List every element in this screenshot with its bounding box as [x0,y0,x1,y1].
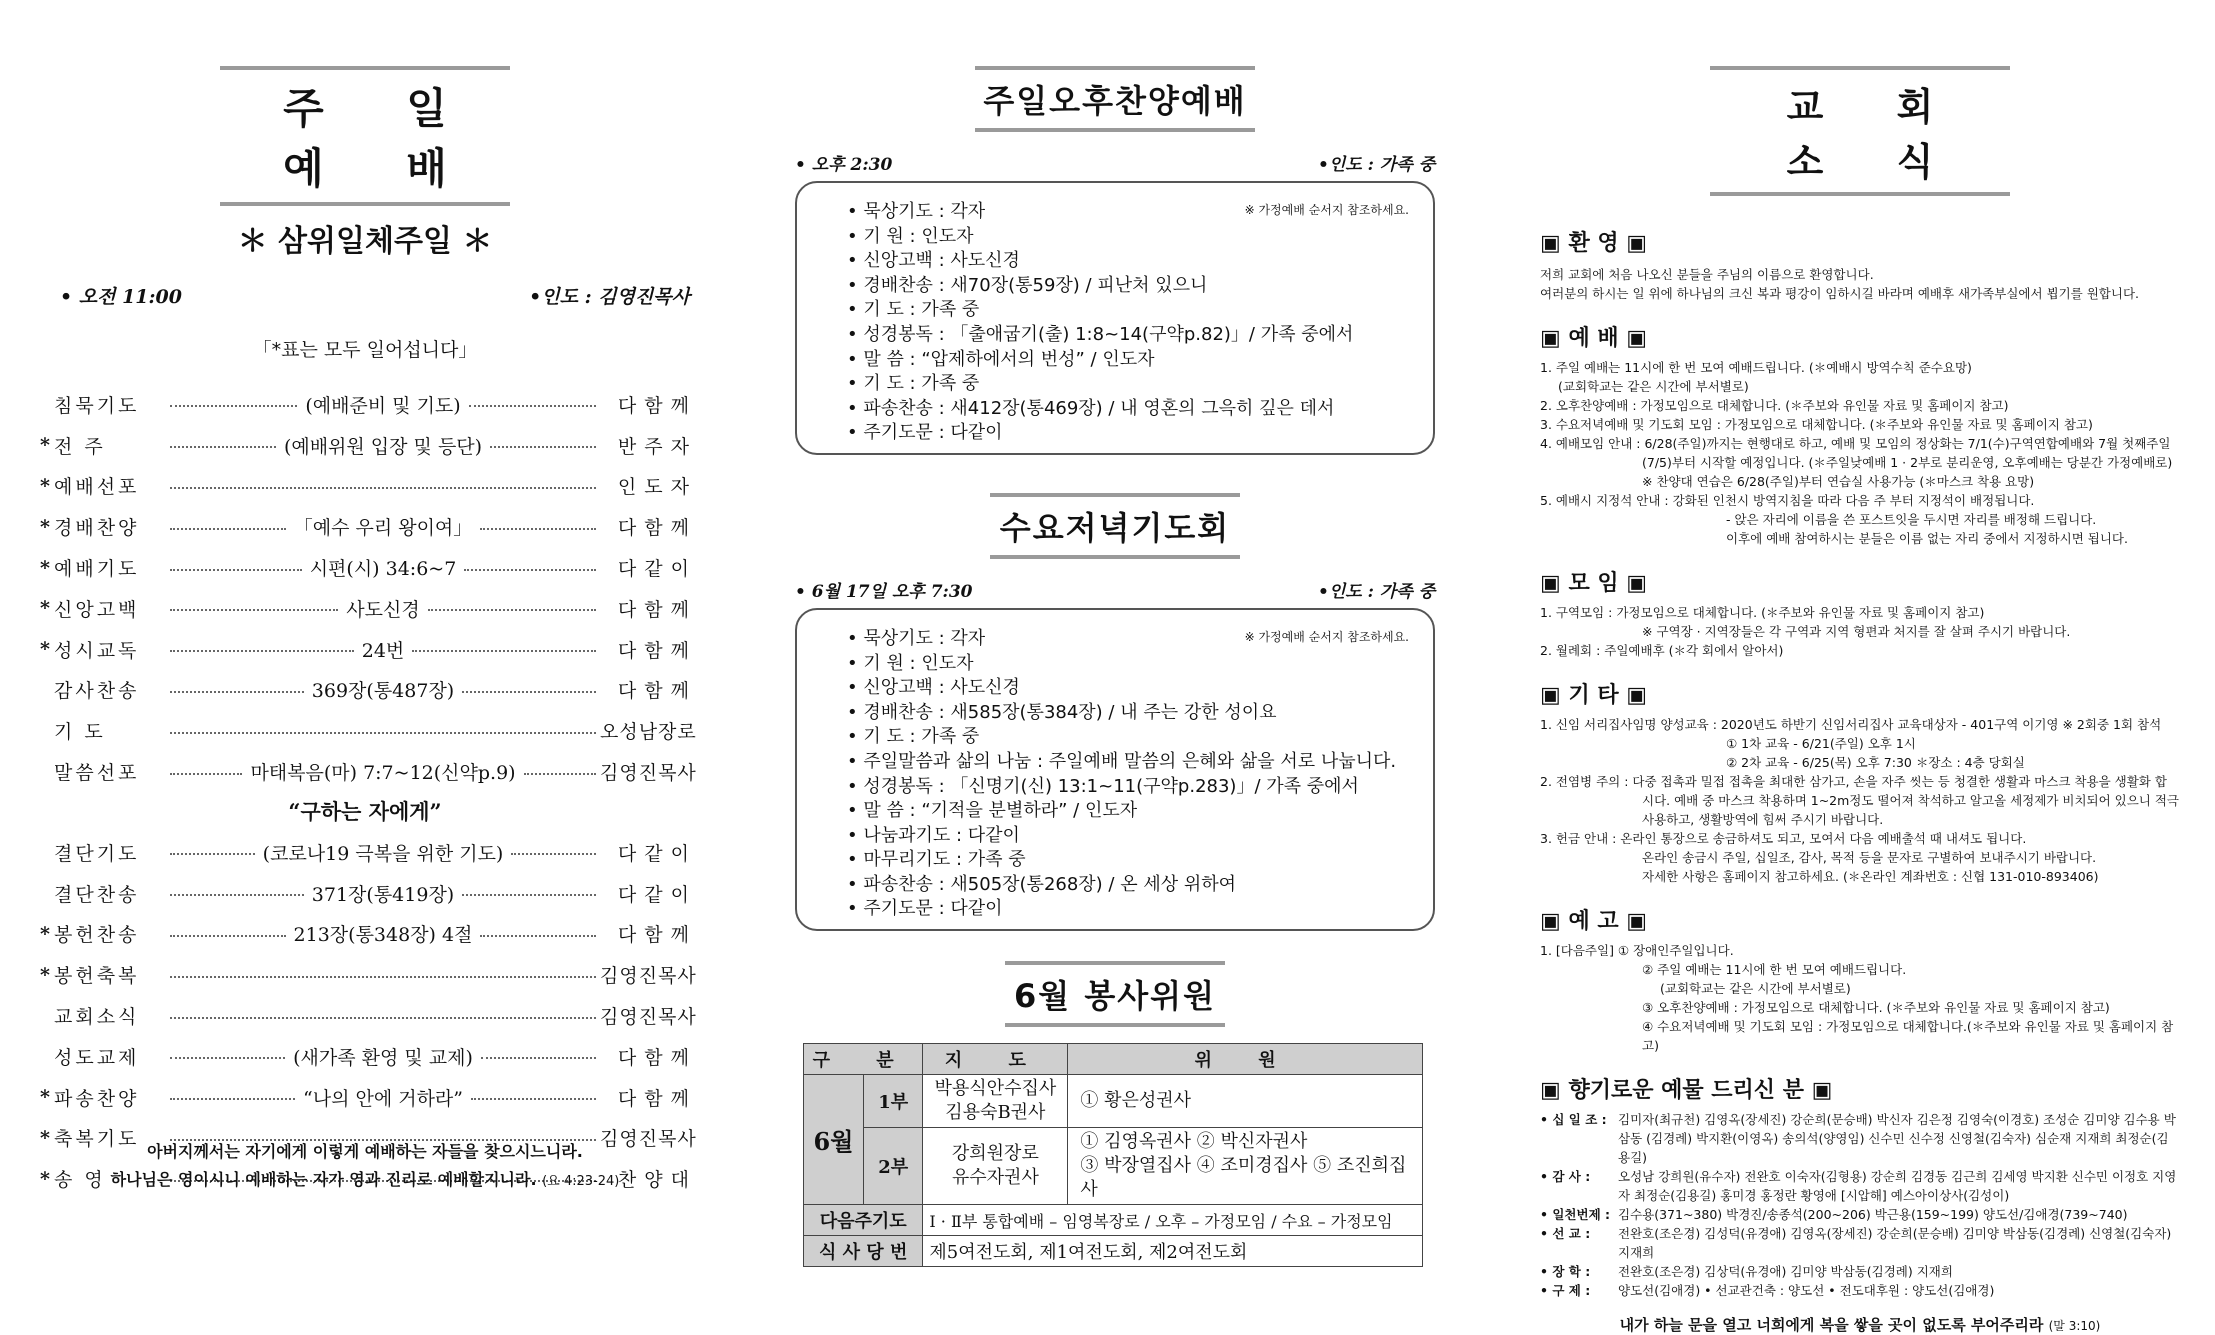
service-order-line: • 주기도문 : 다같이 [847,898,1003,920]
offering-type: • 선 교 : [1540,1226,1591,1241]
next-prayer-value: Ⅰ · Ⅱ부 통합예배 – 임영복장로 / 오후 – 가정모임 / 수요 – 가정모임 [923,1205,1423,1236]
church-news-header [1710,66,2010,196]
order-name: 말씀선포 [54,762,140,785]
order-person: 다 함 께 [617,1087,691,1110]
offering-names: 전완호(조은경) 김상덕(유경애) 김미양 박삼동(김경례) 지재희 [1618,1264,1953,1279]
service-order-line: • 주기도문 : 다같이 [847,422,1003,444]
order-row [40,1077,690,1118]
table-row [804,1075,1423,1128]
part1-leader-cell: 박용식안수집사 김용숙B권사 [923,1075,1068,1128]
service-order-line: • 묵상기도 : 각자 [847,201,986,222]
offering-names: 전완호(조은경) 김성덕(유경애) 김영옥(장세진) 강순희(문승배) 김미양 박삼동(김경례) 신영철(김숙자) 지재희 [1618,1226,2172,1260]
stand-marker: * [40,556,50,579]
afternoon-service-header [975,66,1255,132]
offering-type: • 구 제 : [1540,1283,1591,1298]
service-order-line: • 경배찬송 : 새70장(통59장) / 피난처 있으니 [847,274,1208,296]
leader-dots [480,935,596,937]
church-news-title: 교 회 소 식 [1786,85,1964,184]
order-name: 성시교독 [54,639,140,662]
order-content: 「예수 우리 왕이여」 [293,517,473,540]
leader-dots [170,691,304,693]
sunday-worship-header [220,66,510,206]
leader-dots [170,935,286,937]
leader-dots [490,446,596,448]
volunteers-table [803,1043,1423,1267]
sunday-worship-title: 주 일 예 배 [283,84,481,193]
service-order-line: • 기 도 : 가족 중 [847,299,980,321]
leader-dots [170,446,276,448]
verse-line-2: 하나님은 영이시니 예배하는 자가 영과 진리로 예배할지니라. [110,1170,537,1189]
order-content: 마태복음(마) 7:7~12(신약p.9) [250,762,516,785]
afternoon-leader: •인도 : 가족 중 [1317,155,1435,175]
leader-dots [170,1098,295,1100]
order-row [40,751,697,792]
stand-note: 「*표는 모두 일어섭니다」 [252,339,478,361]
service-order-line: • 주일말씀과 삶의 나눔 : 주일예배 말씀의 은혜와 삶을 서로 나눕니다. [847,750,1397,772]
service-order-line: • 경배찬송 : 새585장(통384장) / 내 주는 강한 성이요 [847,701,1277,723]
offering-type: • 일천번제 : [1540,1207,1610,1222]
closing-verse: 내가 하늘 문을 열고 너희에게 복을 쌓을 곳이 없도록 부어주리라 (말 3:10) [1619,1316,2101,1334]
worship-news: 1. 주일 예배는 11시에 한 번 모여 예배드립니다. (＊예배시 방역수칙 준수요망) (교회학교는 같은 시간에 부서별로) 2. 오후찬양예배 : 가정모임으로 대체합니다. (＊주보와 유인물 자료 및 홈페이지 참고) 3. 수요저녁예배 및 기도회 모임 : 가정모임으로 대체합니다. (＊주보와 유인물 자료 및 홈페이지 참고) 4. 예배모임 안내 : 6/28(주일)까지는 현행대로 하고, 예배 및 모임의 정상화는 7/1(수)구역연합예배와 7월 첫째주일 (7/5)부터 시작할 예정입니다. (＊주일낮예배 1 · 2부로 분리운영, 오후예배는 당분간 가정예배로) ※ 찬양대 연습은 6/28(주일)부터 연습실 사용가능 (＊마스크 착용 요망) 5. 예배시 지정석 안내 : 강화된 인천시 방역지침을 따라 다음 주 부터 지정석이 배정됩니다. - 앉은 자리에 이름을 쓴 포스트잇을 두시면 자리를 배정해 드립니다. 이후에 예배 참여하시는 분들은 이름 없는 자리 중에서 지정하시면 됩니다. [1540,360,2173,546]
sunday-worship-column [40,0,697,1240]
church-news-column [1540,0,2180,1334]
order-name: 결단기도 [54,842,140,865]
order-row [40,670,690,711]
offering-row [1540,1110,2180,1167]
worship-leader: •인도 : 김영진목사 [529,286,690,308]
order-name: 송 영 [54,1169,106,1192]
order-of-worship [40,384,697,792]
leader-dots [511,853,596,855]
order-person: 다 함 께 [617,680,691,703]
offering-names: 김수용(371~380) 박경진/송종석(200~206) 박근용(159~199) 양도선/김애경(739~740) [1618,1207,2128,1222]
worship-time-line [40,282,690,309]
offering-row [1540,1262,2180,1281]
offering-type: • 감 사 : [1540,1169,1591,1184]
order-person: 다 함 께 [617,517,690,540]
worship-time: • 오전 11:00 [60,286,182,308]
welcome-text: 저희 교회에 처음 나오신 분들을 주님의 이름으로 환영합니다. 여러분의 하시는 일 위에 하나님의 크신 복과 평강이 임하시길 바라며 예배후 새가족부실에서 뵙기를 원합니다. [1540,267,2140,301]
service-order-line: • 파송찬송 : 새505장(통268장) / 온 세상 위하여 [847,873,1236,895]
stand-marker: * [40,597,50,620]
leader-dots [412,650,596,652]
order-name: 봉헌찬송 [54,924,140,947]
wednesday-service-box [795,608,1435,931]
order-content: 시편(시) 34:6~7 [309,558,457,581]
stand-marker: * [40,1086,50,1109]
leader-dots [471,1098,596,1100]
service-order-line: • 기 도 : 가족 중 [847,373,980,395]
order-name: 교회소식 [54,1006,140,1029]
other-services-column [795,0,1435,1264]
order-name: 침묵기도 [54,394,140,417]
offering-names: 김미자(최규천) 김영옥(장세진) 강순희(문승배) 박신자 김은정 김영숙(이경호) 조성순 김미양 김수용 박삼동 (김경례) 박지환(이영옥) 송의석(양영임) 신수민 신수정 신영철(김숙자) 심순재 지재희 최정순(김용길) [1618,1112,2176,1165]
order-row [40,954,697,995]
afternoon-service-box [795,181,1435,455]
col-header-division: 구 분 [804,1044,923,1075]
service-order-line: • 나눔과기도 : 다같이 [847,824,1020,846]
leader-dots [462,894,596,896]
leader-dots [170,650,354,652]
offering-names: 양도선(김애경) • 선교관건축 : 양도선 • 전도대후원 : 양도선(김애경) [1618,1283,1995,1298]
order-person: 다 함 께 [617,394,691,417]
order-row [40,547,690,588]
leader-dots [480,528,596,530]
order-person: 김영진목사 [600,1128,697,1151]
stand-marker: * [40,434,50,457]
order-name: 기 도 [54,721,106,744]
leader-dots [170,853,255,855]
afternoon-service-title: 주일오후찬양예배 [983,82,1247,120]
afternoon-meta [795,150,1435,175]
order-person: 찬 양 대 [617,1169,690,1192]
order-content: (새가족 환영 및 교제) [293,1046,473,1069]
offering-type: • 십 일 조 : [1540,1112,1607,1127]
part2-cell: 2부 [864,1128,923,1205]
order-person: 인 도 자 [617,476,690,499]
service-order-line: • 신앙고백 : 사도신경 [847,677,1020,699]
volunteers-title: 6월 봉사위원 [1014,977,1216,1016]
offering-type: • 장 학 : [1540,1264,1591,1279]
stand-marker: * [40,963,50,986]
leader-dots [428,609,596,611]
order-person: 김영진목사 [600,965,697,988]
leader-dots [170,609,338,611]
leader-dots [170,487,596,489]
afternoon-note: ※ 가정예배 순서지 참조하세요. [1244,203,1409,217]
order-content: 371장(통419장) [311,883,455,906]
verse-ref: (요 4:23-24) [542,1174,620,1189]
stand-marker: * [40,638,50,661]
order-row [40,588,690,629]
section-notice: ▣ 예 고 ▣ [1540,909,1648,934]
meal-duty-label: 식 사 당 번 [804,1236,923,1267]
service-order-line: • 기 도 : 가족 중 [847,726,980,748]
service-order-line: • 성경봉독 : 「신명기(신) 13:1~11(구약p.283)」/ 가족 중에서 [847,775,1359,797]
wednesday-note: ※ 가정예배 순서지 참조하세요. [1244,629,1409,644]
order-person: 오성남장로 [600,721,697,744]
part1-members-cell: ① 황은성권사 [1068,1075,1423,1128]
meal-duty-value: 제5여전도회, 제1여전도회, 제2여전도회 [923,1236,1423,1267]
next-prayer-label: 다음주기도 [804,1205,923,1236]
order-person: 다 함 께 [617,924,690,947]
wednesday-meta [795,577,1435,602]
order-name: 전 주 [54,435,106,458]
leader-dots [481,1057,596,1059]
order-row [40,425,690,466]
service-order-line: • 파송찬송 : 새412장(통469장) / 내 영혼의 그윽히 깊은 데서 [847,397,1335,419]
service-order-line: • 기 원 : 인도자 [847,225,974,247]
stand-marker: * [40,474,50,497]
order-content: “나의 안에 거하라” [303,1087,463,1110]
order-row [40,1036,690,1077]
offering-row [1540,1205,2180,1224]
notice-news: 1. [다음주일] ① 장애인주일입니다. ② 주일 예배는 11시에 한 번 모여 예배드립니다. (교회학교는 같은 시간에 부서별로) ③ 오후찬양예배 : 가정모임으로 대체합니다. (＊주보와 유인물 자료 및 홈페이지 참고) ④ 수요저녁예배 및 기도회 모임 : 가정모임으로 대체합니다.(＊주보와 유인물 자료 및 홈페이지 참고) [1540,943,2174,1053]
order-person: 다 함 께 [617,1046,690,1069]
order-person: 반 주 자 [617,435,691,458]
part2-leader-cell: 강희원장로 유수자권사 [923,1128,1068,1205]
order-row [40,710,697,751]
order-row [40,384,690,425]
order-row [40,832,690,873]
leader-dots [170,405,297,407]
leader-dots [464,569,596,571]
order-name: 축복기도 [54,1128,140,1151]
sermon-title: “구하는 자에게” [288,798,442,824]
section-welcome: ▣ 환 영 ▣ [1540,231,1648,256]
offering-names: 오성남 강희원(유수자) 전완호 이숙자(김형용) 강순희 김경동 김근희 김세영 박지환 신수민 이정호 지영자 최정순(김용길) 홍미경 홍정란 황영애 [시압해] 예스아이상사(김성이) [1618,1169,2177,1203]
order-person: 다 같 이 [617,558,691,581]
order-name: 파송찬양 [54,1087,140,1110]
etc-news: 1. 신임 서리집사임명 양성교육 : 2020년도 하반기 신임서리집사 교육대상자 - 401구역 이기영 ※ 2회중 1회 참석 ① 1차 교육 - 6/21(주일) 오후 1시 ② 2차 교육 - 6/25(목) 오후 7:30 ＊장소 : 4층 당회실 2. 전염병 주의 : 다중 접촉과 밀접 접촉을 최대한 삼가고, 손을 자주 씻는 등 청결한 생활과 마스크 착용을 생활화 합 시다. 예배 중 마스크 착용하며 1~2m정도 떨어져 착석하고 알고올 세정제가 비치되어 있으니 적극 사용하고, 생활방역에 힘써 주시기 바랍니다. 3. 헌금 안내 : 온라인 통장으로 송금하셔도 되고, 모여서 다음 예배출석 때 내셔도 됩니다. 온라인 송금시 주일, 십일조, 감사, 목적 등을 문자로 구별하여 보내주시기 바랍니다. 자세한 사항은 홈페이지 참고하세요. (＊온라인 계좌번호 : 신협 131-010-893406) [1540,717,2179,884]
afternoon-time: • 오후 2:30 [795,155,893,175]
section-offerings: ▣ 향기로운 예물 드리신 분 ▣ [1540,1078,1833,1103]
scripture-verse [40,1138,690,1196]
service-order-line: • 기 원 : 인도자 [847,652,974,674]
part1-cell: 1부 [864,1075,923,1128]
offering-row [1540,1167,2180,1205]
order-row [40,914,690,955]
order-row [40,466,690,507]
order-name: 봉헌축복 [54,965,140,988]
order-content: 213장(통348장) 4절 [293,924,473,947]
leader-dots [170,1017,596,1019]
order-name: 경배찬양 [54,517,140,540]
order-person: 다 함 께 [617,639,690,662]
service-order-line: • 묵상기도 : 각자 [847,627,986,649]
col-header-leader: 지 도 [923,1044,1068,1075]
wednesday-service-title: 수요저녁기도회 [999,508,1231,547]
leader-dots [170,773,242,775]
order-content: (예배준비 및 기도) [305,394,461,417]
table-header-row [804,1044,1423,1075]
leader-dots [469,405,596,407]
order-name: 성도교제 [54,1046,140,1069]
order-content: (예배위원 입장 및 등단) [283,435,483,458]
order-name: 감사찬송 [54,680,140,703]
part2-members-cell: ① 김영옥권사 ② 박신자권사 ③ 박장열집사 ④ 조미경집사 ⑤ 조진희집사 [1068,1128,1423,1205]
order-person: 다 같 이 [617,883,691,906]
service-order-line: • 말 씀 : “압제하에서의 번성” / 인도자 [847,348,1155,370]
leader-dots [170,569,302,571]
section-worship: ▣ 예 배 ▣ [1540,326,1648,351]
order-content: (코로나19 극복을 위한 기도) [262,842,504,865]
offering-row [1540,1281,2180,1300]
order-name: 결단찬송 [54,883,140,906]
month-cell: 6월 [804,1075,864,1205]
table-row [804,1128,1423,1205]
order-content: 사도신경 [346,598,420,621]
stand-marker: * [40,922,50,945]
order-person: 김영진목사 [600,1006,697,1029]
section-etc: ▣ 기 타 ▣ [1540,683,1648,708]
service-order-line: • 말 씀 : “기적을 분별하라” / 인도자 [847,800,1138,822]
order-person: 다 같 이 [617,842,691,865]
table-row [804,1205,1423,1236]
verse-line-1: 아버지께서는 자기에게 이렇게 예배하는 자들을 찾으시느니라. [147,1142,583,1161]
wednesday-service-header [990,493,1240,559]
order-row [40,629,690,670]
offering-row [1540,1224,2180,1262]
leader-dots [462,691,596,693]
order-person: 김영진목사 [600,762,697,785]
order-name: 예배선포 [54,476,140,499]
service-order-line: • 마무리기도 : 가족 중 [847,849,1026,871]
leader-dots [170,528,286,530]
leader-dots [524,773,596,775]
service-order-line: • 신앙고백 : 사도신경 [847,250,1020,272]
order-content: 24번 [361,639,405,662]
col-header-members: 위 원 [1068,1044,1423,1075]
order-person: 다 함 께 [617,598,691,621]
leader-dots [170,894,304,896]
stand-marker: * [40,1167,50,1190]
wednesday-leader: •인도 : 가족 중 [1317,581,1435,602]
stand-marker: * [40,515,50,538]
offerings-list [1540,1110,2180,1300]
volunteers-header [1005,961,1225,1027]
wednesday-time: • 6월 17일 오후 7:30 [795,581,973,602]
order-row [40,995,697,1036]
leader-dots [170,976,596,978]
service-order-line: • 성경봉독 : 「출애굽기(출) 1:8~14(구약p.82)」/ 가족 중에서 [847,323,1354,345]
leader-dots [170,1057,285,1059]
stand-marker: * [40,1126,50,1149]
leader-dots [170,732,596,734]
trinity-sunday-subtitle: ＊ 삼위일체주일 ＊ [237,224,493,259]
order-content: 369장(통487장) [311,680,455,703]
section-meetings: ▣ 모 임 ▣ [1540,571,1648,596]
order-name: 신앙고백 [54,598,140,621]
order-name: 예배기도 [54,558,140,581]
meetings-news: 1. 구역모임 : 가정모임으로 대체합니다. (＊주보와 유인물 자료 및 홈페이지 참고) ※ 구역장 · 지역장들은 각 구역과 지역 형편과 처지를 잘 살펴 주시기 바랍니다. 2. 월례회 : 주일예배후 (＊각 회에서 알아서) [1540,605,2071,658]
order-row [40,506,690,547]
order-row [40,873,690,914]
table-row [804,1236,1423,1267]
